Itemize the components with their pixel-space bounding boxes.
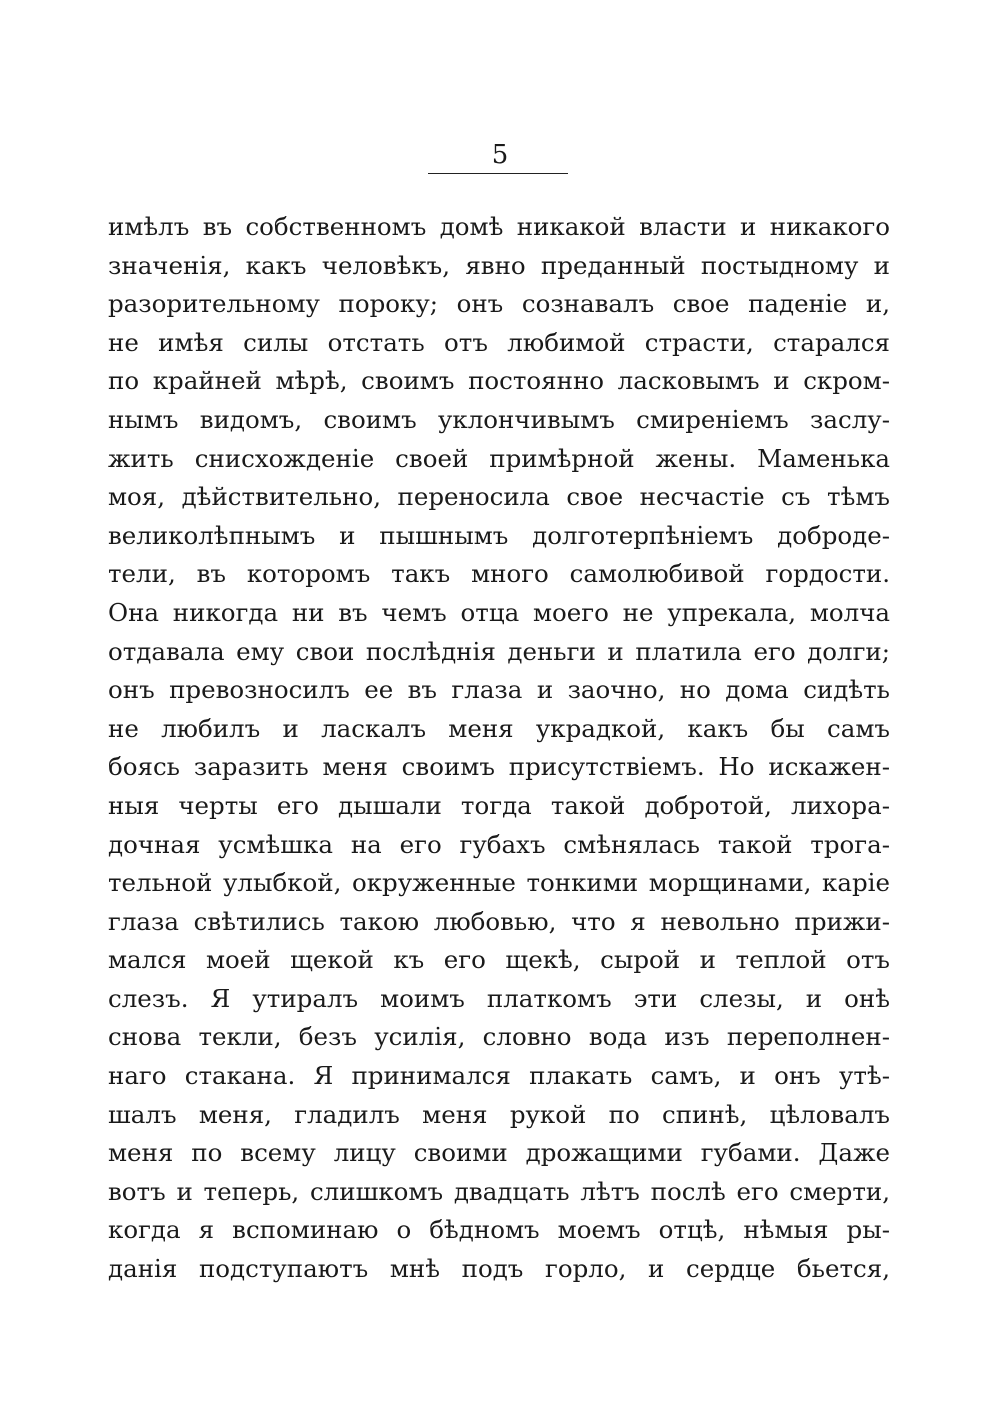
text-line: глаза свѣтились такою любовью, что я невольно прижи- [108, 906, 890, 936]
text-line: отдавала ему свои послѣднія деньги и платила его долги; [108, 636, 890, 666]
text-line: тельной улыбкой, окруженные тонкими морщинами, каріе [108, 868, 890, 898]
text-line: шалъ меня, гладилъ меня рукой по спинѣ, цѣловалъ [108, 1099, 890, 1129]
text-line: моя, дѣйствительно, переносила свое несчастіе съ тѣмъ [108, 482, 890, 512]
text-line: наго стакана. Я принимался плакать самъ, и онъ утѣ- [108, 1061, 890, 1091]
text-line: не имѣя силы отстать отъ любимой страсти, старался [108, 327, 890, 357]
text-line: разорительному пороку; онъ сознавалъ свое паденіе и, [108, 289, 890, 319]
text-line: мался моей щекой къ его щекѣ, сырой и теплой отъ [108, 945, 890, 975]
text-line: когда я вспоминаю о бѣдномъ моемъ отцѣ, нѣмыя ры- [108, 1215, 890, 1245]
text-line: имѣлъ въ собственномъ домѣ никакой власти и никакого [108, 212, 890, 241]
text-line: дочная усмѣшка на его губахъ смѣнялась такой трога- [108, 829, 890, 859]
text-line: тели, въ которомъ такъ много самолюбивой гордости. [108, 559, 890, 589]
header-rule [428, 173, 568, 174]
text-line: по крайней мѣрѣ, своимъ постоянно ласковымъ и скром- [108, 366, 890, 396]
text-line: Она никогда ни въ чемъ отца моего не упрекала, молча [108, 597, 890, 627]
text-line: меня по всему лицу своими дрожащими губами. Даже [108, 1138, 890, 1168]
text-line: нымъ видомъ, своимъ уклончивымъ смиреніемъ заслу- [108, 404, 890, 434]
text-line: снова текли, безъ усилія, словно вода изъ переполнен- [108, 1022, 890, 1052]
text-line: онъ превозносилъ ее въ глаза и заочно, но дома сидѣть [108, 675, 890, 705]
text-line: боясь заразить меня своимъ присутствіемъ. Но искажен- [108, 752, 890, 782]
text-line: не любилъ и ласкалъ меня украдкой, какъ бы самъ [108, 713, 890, 743]
text-line: ныя черты его дышали тогда такой добротой, лихора- [108, 790, 890, 820]
text-line: значенія, какъ человѣкъ, явно преданный постыдному и [108, 250, 890, 280]
text-line: вотъ и теперь, слишкомъ двадцать лѣтъ послѣ его смерти, [108, 1176, 890, 1206]
text-line: жить снисхожденіе своей примѣрной жены. Маменька [108, 443, 890, 473]
body-text [108, 208, 890, 1289]
text-line: слезъ. Я утиралъ моимъ платкомъ эти слезы, и онѣ [108, 983, 890, 1013]
text-line: данія подступаютъ мнѣ подъ горло, и сердце бьется, [108, 1254, 890, 1284]
page-number: 5 [491, 140, 509, 170]
text-line: великолѣпнымъ и пышнымъ долготерпѣніемъ доброде- [108, 520, 890, 550]
